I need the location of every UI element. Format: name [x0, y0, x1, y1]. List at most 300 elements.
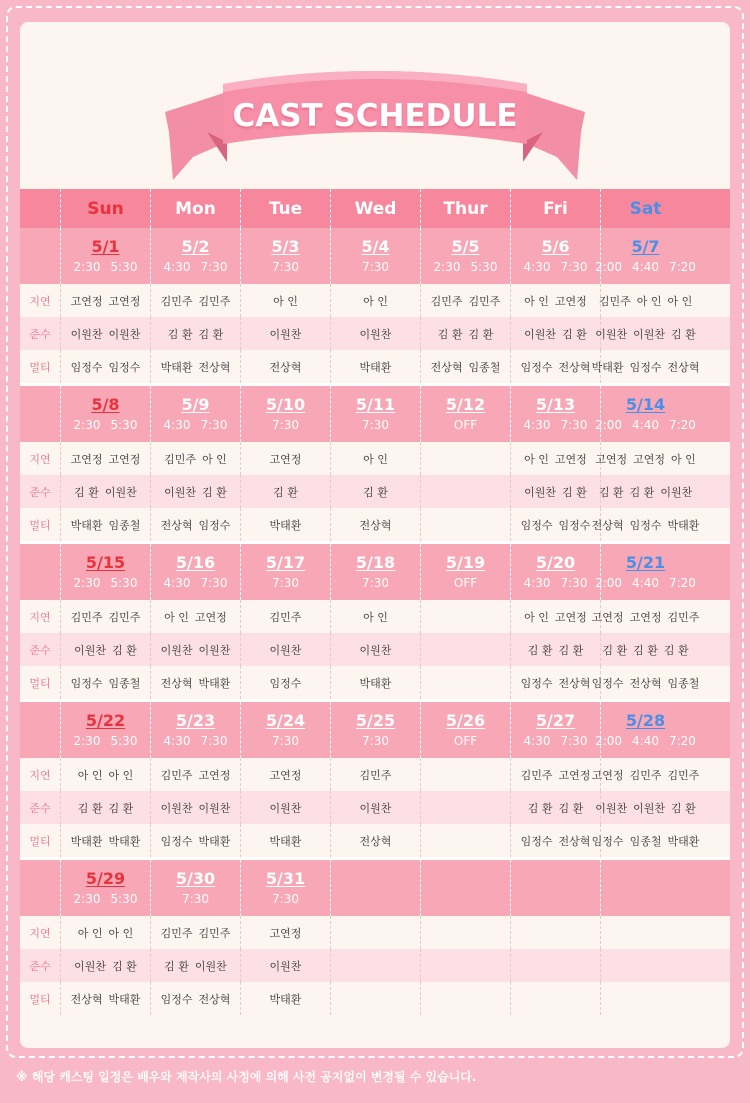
- cast-cell: [591, 666, 700, 699]
- actor-name: 이원찬: [359, 801, 392, 815]
- showtime: 4:30: [163, 734, 191, 748]
- cast-cell: [420, 350, 510, 383]
- cast-cell: [420, 508, 510, 541]
- cast-cell: [510, 666, 600, 699]
- cast-cell: [510, 949, 600, 982]
- cast-names: [592, 833, 700, 849]
- actor-name: 임종철: [108, 518, 141, 532]
- date-row-corner: [20, 544, 60, 600]
- cast-cell: [60, 508, 150, 541]
- showtime: 2:30: [73, 734, 101, 748]
- cast-cell: [60, 284, 150, 317]
- actor-name: 이원찬: [359, 643, 392, 657]
- cast-cell: [591, 600, 700, 633]
- actor-name: 김 환: [164, 959, 189, 973]
- date-cell: [60, 544, 150, 600]
- cast-cell: [600, 633, 690, 666]
- actor-name: 김민주: [667, 610, 700, 624]
- date-label: 5/20: [535, 553, 576, 572]
- actor-name: 이원찬: [160, 801, 193, 815]
- actor-name: 김 환: [558, 801, 584, 815]
- cast-names: [270, 833, 302, 849]
- actor-name: 고연정: [595, 452, 628, 466]
- date-cell: [60, 860, 150, 916]
- showtime: 7:30: [272, 734, 299, 748]
- cast-cell: [240, 600, 330, 633]
- showtime: 7:30: [362, 576, 389, 590]
- actor-name: 이원찬: [595, 801, 628, 815]
- actor-name: 전상혁: [160, 518, 193, 532]
- showtime: 7:20: [668, 418, 696, 432]
- actor-name: 고연정: [198, 768, 231, 782]
- date-cell: [420, 702, 510, 758]
- schedule-panel: [20, 22, 730, 1048]
- cast-names: [161, 517, 231, 533]
- actor-name: 임정수: [520, 676, 553, 690]
- actor-name: 이원찬: [74, 959, 107, 973]
- cast-cell: [240, 791, 330, 824]
- actor-name: 박태환: [667, 834, 700, 848]
- date-label: 5/30: [175, 869, 216, 888]
- cast-cell: [330, 666, 420, 699]
- actor-name: 이원찬: [359, 327, 392, 341]
- showtime: 7:30: [272, 260, 299, 274]
- actor-name: 이원찬: [108, 327, 141, 341]
- showtimes: [272, 417, 299, 433]
- cast-names: [168, 326, 224, 342]
- cast-cell: [330, 350, 420, 383]
- showtimes: [595, 733, 696, 749]
- cast-names: [71, 675, 141, 691]
- actor-name: 아 인: [363, 610, 388, 624]
- cast-names: [270, 800, 302, 816]
- actor-name: 고연정: [633, 452, 666, 466]
- cast-names: [360, 833, 392, 849]
- showtime: 7:30: [272, 418, 299, 432]
- date-cell: [420, 228, 510, 284]
- cast-cell: [330, 982, 420, 1015]
- week-block: [20, 699, 730, 857]
- cast-cell: [510, 350, 600, 383]
- date-row-corner: [20, 702, 60, 758]
- actor-name: 김민주: [520, 768, 553, 782]
- cast-row: [20, 791, 730, 824]
- showtime: 7:30: [200, 734, 228, 748]
- day-label: Tue: [268, 198, 303, 219]
- date-cell: [240, 228, 330, 284]
- cast-names: [360, 359, 392, 375]
- actor-name: 전상혁: [198, 992, 231, 1006]
- role-label: 멀티: [29, 360, 51, 374]
- actor-name: 김 환: [598, 485, 624, 499]
- cast-cell: [420, 666, 510, 699]
- actor-name: 김민주: [629, 768, 662, 782]
- cast-cell: [595, 791, 696, 824]
- cast-names: [360, 767, 392, 783]
- showtime: 4:30: [163, 576, 191, 590]
- cast-names: [164, 609, 227, 625]
- actor-name: 김 환: [562, 327, 587, 341]
- actor-name: 박태환: [108, 992, 141, 1006]
- showtimes: [272, 259, 299, 275]
- cast-row: [20, 633, 730, 666]
- actor-name: 고연정: [269, 768, 302, 782]
- cast-cell: [330, 317, 420, 350]
- cast-cell: [240, 442, 330, 475]
- actor-name: 김 환: [633, 643, 658, 657]
- cast-cell: [240, 949, 330, 982]
- actor-name: 임정수: [520, 518, 553, 532]
- actor-name: 이원찬: [160, 643, 193, 657]
- actor-name: 임정수: [70, 360, 103, 374]
- cast-names: [74, 484, 137, 500]
- showtimes: [524, 417, 588, 433]
- showtimes: [454, 733, 477, 749]
- cast-cell: [595, 317, 696, 350]
- actor-name: 김민주: [198, 294, 231, 308]
- cast-names: [161, 833, 231, 849]
- cast-names: [71, 326, 141, 342]
- actor-name: 김민주: [108, 610, 141, 624]
- cast-names: [161, 642, 231, 658]
- date-cell: [595, 702, 696, 758]
- cast-names: [521, 833, 591, 849]
- cast-names: [360, 642, 392, 658]
- cast-names: [363, 609, 388, 625]
- cast-names: [270, 451, 302, 467]
- date-row-corner: [20, 860, 60, 916]
- date-label: 5/2: [181, 237, 210, 256]
- actor-name: 김민주: [468, 294, 501, 308]
- day-label: Fri: [543, 198, 568, 219]
- role-label: 지연: [29, 768, 51, 782]
- actor-name: 박태환: [269, 992, 302, 1006]
- showtime: OFF: [453, 734, 478, 748]
- showtime: 2:00: [595, 734, 623, 748]
- actor-name: 이원찬: [198, 801, 231, 815]
- date-cell: [240, 702, 330, 758]
- date-cell: [420, 860, 510, 916]
- cast-cell: [330, 949, 420, 982]
- actor-name: 김민주: [160, 768, 193, 782]
- date-row-corner: [20, 386, 60, 442]
- actor-name: 김 환: [77, 801, 103, 815]
- actor-name: 전상혁: [269, 360, 302, 374]
- cast-cell: [150, 633, 240, 666]
- cast-cell: [60, 758, 150, 791]
- actor-name: 임정수: [558, 518, 591, 532]
- actor-name: 아 인: [671, 452, 696, 466]
- role-label: 지연: [29, 294, 51, 308]
- showtime: 7:30: [272, 892, 299, 906]
- date-label: 5/18: [355, 553, 396, 572]
- showtime: 7:30: [560, 576, 588, 590]
- showtime: OFF: [453, 576, 478, 590]
- showtimes: [164, 733, 228, 749]
- day-label: Thur: [443, 198, 488, 219]
- cast-names: [161, 359, 231, 375]
- actor-name: 고연정: [629, 610, 662, 624]
- cast-cell: [510, 442, 600, 475]
- date-row: [20, 860, 730, 916]
- cast-names: [270, 359, 302, 375]
- cast-names: [360, 326, 392, 342]
- date-row-corner: [20, 228, 60, 284]
- actor-name: 아 인: [524, 294, 549, 308]
- disclaimer-note: ※ 해당 캐스팅 일정은 배우와 제작사의 사정에 의해 사전 공지없이 변경될 수 있습니다.: [16, 1070, 477, 1084]
- actor-name: 임정수: [70, 676, 103, 690]
- date-cell: [240, 386, 330, 442]
- role-label: 준수: [29, 327, 51, 341]
- actor-name: 전상혁: [359, 834, 392, 848]
- cast-cell: [420, 949, 510, 982]
- showtimes: [362, 417, 389, 433]
- actor-name: 박태환: [70, 518, 103, 532]
- date-label: 5/13: [535, 395, 576, 414]
- header-corner: [20, 189, 60, 228]
- cast-row: [20, 317, 730, 350]
- date-label: 5/9: [181, 395, 210, 414]
- cast-names: [592, 359, 700, 375]
- cast-cell: [150, 284, 240, 317]
- cast-names: [161, 800, 231, 816]
- role-label: 지연: [29, 926, 51, 940]
- actor-name: 임종철: [108, 676, 141, 690]
- cast-names: [595, 451, 696, 467]
- date-cell: [595, 386, 696, 442]
- cast-names: [161, 293, 231, 309]
- showtime: 2:30: [73, 576, 101, 590]
- cast-names: [270, 925, 302, 941]
- actor-name: 고연정: [269, 926, 302, 940]
- actor-name: 고연정: [70, 452, 103, 466]
- actor-name: 김 환: [527, 801, 553, 815]
- actor-name: 임종철: [468, 360, 501, 374]
- cast-cell: [510, 475, 600, 508]
- cast-names: [528, 642, 584, 658]
- date-label: 5/8: [91, 395, 120, 414]
- cast-cell: [150, 791, 240, 824]
- date-cell: [330, 544, 420, 600]
- cast-cell: [60, 949, 150, 982]
- showtime: 2:30: [73, 418, 101, 432]
- showtimes: [524, 259, 588, 275]
- showtime: 7:30: [560, 734, 588, 748]
- showtime: 7:30: [362, 260, 389, 274]
- cast-cell: [420, 284, 510, 317]
- cast-cell: [595, 442, 696, 475]
- date-cell: [150, 544, 240, 600]
- date-cell: [60, 386, 150, 442]
- showtime: 7:30: [182, 892, 209, 906]
- actor-name: 이원찬: [194, 959, 227, 973]
- showtime: 4:30: [523, 418, 551, 432]
- date-cell: [60, 702, 150, 758]
- showtime: 7:30: [362, 734, 389, 748]
- day-of-week-header: [20, 189, 730, 228]
- cast-cell: [60, 666, 150, 699]
- showtime: 2:00: [595, 260, 623, 274]
- showtimes: [595, 259, 696, 275]
- actor-name: 아 인: [202, 452, 227, 466]
- cast-cell: [60, 317, 150, 350]
- date-cell: [510, 860, 600, 916]
- day-header-sun: [60, 189, 150, 228]
- cast-cell: [240, 633, 330, 666]
- showtime: 4:30: [523, 260, 551, 274]
- cast-cell: [150, 317, 240, 350]
- title-ribbon: [165, 62, 585, 182]
- showtime: 7:30: [200, 418, 228, 432]
- actor-name: 임정수: [591, 676, 624, 690]
- actor-name: 전상혁: [629, 676, 662, 690]
- cast-names: [363, 293, 388, 309]
- actor-name: 임정수: [520, 360, 553, 374]
- actor-name: 김 환: [198, 327, 224, 341]
- showtime: 4:30: [163, 260, 191, 274]
- actor-name: 김 환: [602, 643, 628, 657]
- cast-cell: [420, 633, 510, 666]
- date-label: 5/11: [355, 395, 396, 414]
- actor-name: 아 인: [164, 610, 189, 624]
- cast-names: [592, 517, 700, 533]
- date-cell: [600, 860, 690, 916]
- date-label: 5/19: [445, 553, 486, 572]
- cast-cell: [600, 982, 690, 1015]
- date-label: 5/5: [451, 237, 480, 256]
- actor-name: 김민주: [269, 610, 302, 624]
- actor-name: 아 인: [524, 610, 549, 624]
- actor-name: 김 환: [468, 327, 494, 341]
- cast-names: [438, 326, 494, 342]
- date-label: 5/22: [85, 711, 126, 730]
- cast-cell: [420, 442, 510, 475]
- cast-names: [164, 958, 227, 974]
- actor-name: 임종철: [667, 676, 700, 690]
- date-cell: [240, 544, 330, 600]
- cast-cell: [60, 350, 150, 383]
- actor-name: 이원찬: [595, 327, 628, 341]
- day-header-wed: [330, 189, 420, 228]
- showtimes: [272, 575, 299, 591]
- showtimes: [164, 575, 228, 591]
- cast-row: [20, 916, 730, 949]
- cast-row: [20, 284, 730, 317]
- cast-row: [20, 824, 730, 857]
- date-label: 5/24: [265, 711, 306, 730]
- showtimes: [595, 417, 696, 433]
- day-header-thur: [420, 189, 510, 228]
- cast-cell: [330, 758, 420, 791]
- showtimes: [74, 891, 138, 907]
- actor-name: 고연정: [554, 610, 587, 624]
- cast-names: [71, 833, 141, 849]
- showtimes: [362, 259, 389, 275]
- actor-name: 김 환: [562, 485, 587, 499]
- week-block: [20, 541, 730, 699]
- actor-name: 임정수: [108, 360, 141, 374]
- actor-name: 박태환: [108, 834, 141, 848]
- role-label: 지연: [29, 610, 51, 624]
- actor-name: 임정수: [629, 518, 662, 532]
- cast-cell: [240, 508, 330, 541]
- date-label: 5/25: [355, 711, 396, 730]
- cast-names: [431, 359, 501, 375]
- cast-names: [363, 484, 388, 500]
- role-label: 멀티: [29, 834, 51, 848]
- actor-name: 아 인: [524, 452, 549, 466]
- actor-name: 임정수: [160, 834, 193, 848]
- actor-name: 임정수: [269, 676, 302, 690]
- date-row: [20, 386, 730, 442]
- actor-name: 이원찬: [633, 801, 666, 815]
- showtimes: [362, 733, 389, 749]
- day-label: Mon: [175, 198, 216, 219]
- actor-name: 전상혁: [359, 518, 392, 532]
- date-cell: [420, 386, 510, 442]
- cast-names: [270, 958, 302, 974]
- actor-name: 전상혁: [160, 676, 193, 690]
- actor-name: 이원찬: [269, 327, 302, 341]
- page-title: CAST SCHEDULE: [232, 98, 518, 134]
- cast-cell: [330, 916, 420, 949]
- cast-cell: [150, 916, 240, 949]
- cast-cell: [60, 791, 150, 824]
- cast-cell: [510, 633, 600, 666]
- cast-cell: [240, 824, 330, 857]
- cast-names: [270, 991, 302, 1007]
- actor-name: 이원찬: [633, 327, 666, 341]
- date-label: 5/28: [625, 711, 666, 730]
- showtime: 7:30: [560, 260, 588, 274]
- cast-row: [20, 442, 730, 475]
- cast-cell: [510, 284, 600, 317]
- date-cell: [330, 702, 420, 758]
- date-label: 5/26: [445, 711, 486, 730]
- actor-name: 김민주: [430, 294, 463, 308]
- cast-row: [20, 350, 730, 383]
- showtime: 5:30: [110, 892, 138, 906]
- cast-cell: [510, 916, 600, 949]
- cast-names: [595, 800, 696, 816]
- cast-names: [521, 675, 591, 691]
- date-label: 5/7: [631, 237, 660, 256]
- date-label: 5/16: [175, 553, 216, 572]
- actor-name: 임정수: [629, 360, 662, 374]
- cast-names: [360, 800, 392, 816]
- role-label: 멀티: [29, 992, 51, 1006]
- actor-name: 이원찬: [524, 327, 557, 341]
- actor-name: 김 환: [108, 801, 134, 815]
- day-header-mon: [150, 189, 240, 228]
- date-label: 5/31: [265, 869, 306, 888]
- cast-names: [71, 517, 141, 533]
- date-label: 5/12: [445, 395, 486, 414]
- role-label: 지연: [29, 452, 51, 466]
- day-header-sat: [600, 189, 690, 228]
- actor-name: 이원찬: [70, 327, 103, 341]
- showtime: 5:30: [110, 418, 138, 432]
- showtime: 7:30: [560, 418, 588, 432]
- date-label: 5/3: [271, 237, 300, 256]
- cast-names: [74, 642, 137, 658]
- actor-name: 전상혁: [430, 360, 463, 374]
- role-label: 준수: [29, 959, 51, 973]
- cast-cell: [240, 350, 330, 383]
- cast-cell: [240, 284, 330, 317]
- cast-cell: [60, 442, 150, 475]
- cast-cell: [598, 284, 693, 317]
